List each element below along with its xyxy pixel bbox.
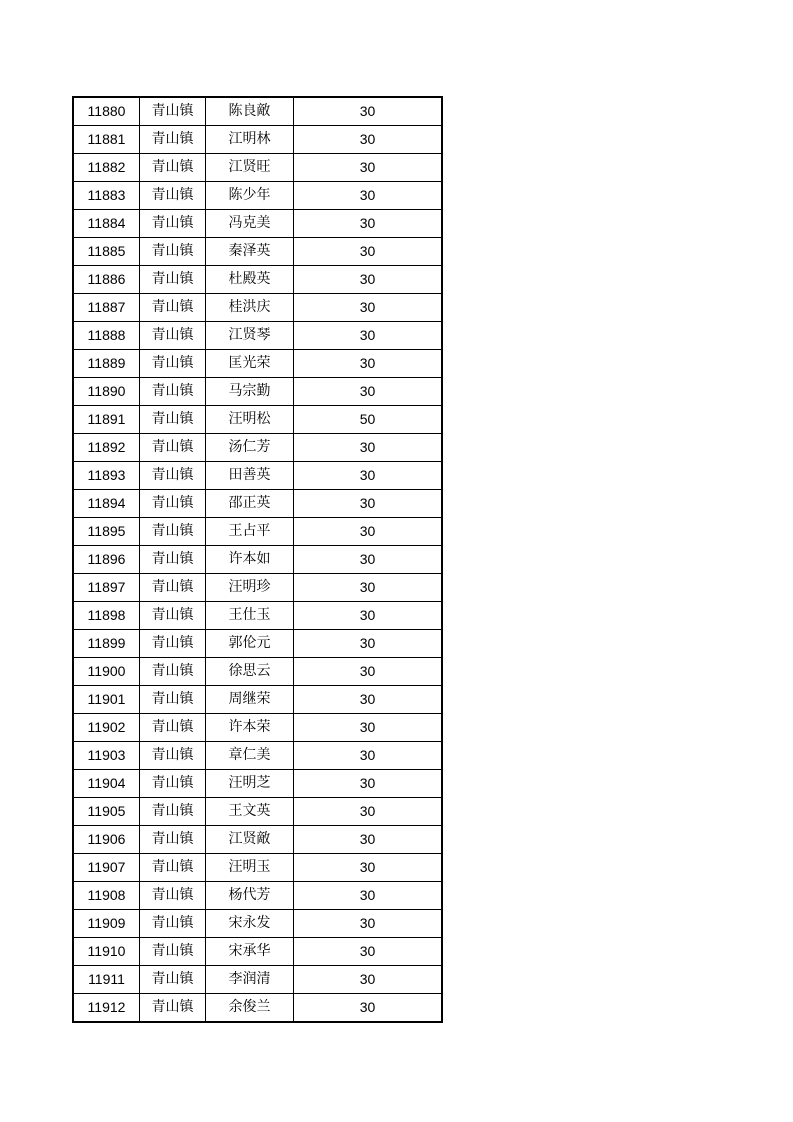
table-row (73, 602, 442, 630)
record-id-cell: 11889 (73, 350, 140, 378)
person-name-cell: 汪明玉 (206, 854, 294, 882)
table-row (73, 546, 442, 574)
table-row (73, 322, 442, 350)
amount-cell: 30 (294, 826, 443, 854)
table-row (73, 350, 442, 378)
record-id-cell: 11898 (73, 602, 140, 630)
town-cell: 青山镇 (140, 322, 206, 350)
person-name-cell: 徐思云 (206, 658, 294, 686)
table-row (73, 742, 442, 770)
record-id-cell: 11902 (73, 714, 140, 742)
amount-cell: 30 (294, 658, 443, 686)
town-cell: 青山镇 (140, 574, 206, 602)
table-row (73, 97, 442, 126)
record-id-cell: 11903 (73, 742, 140, 770)
town-cell: 青山镇 (140, 798, 206, 826)
person-name-cell: 宋承华 (206, 938, 294, 966)
amount-cell: 30 (294, 238, 443, 266)
record-id-cell: 11892 (73, 434, 140, 462)
amount-cell: 30 (294, 742, 443, 770)
record-id-cell: 11905 (73, 798, 140, 826)
person-name-cell: 马宗勤 (206, 378, 294, 406)
table-row (73, 518, 442, 546)
record-id-cell: 11886 (73, 266, 140, 294)
person-name-cell: 秦泽英 (206, 238, 294, 266)
person-name-cell: 汪明珍 (206, 574, 294, 602)
person-name-cell: 汪明芝 (206, 770, 294, 798)
amount-cell: 30 (294, 182, 443, 210)
amount-cell: 30 (294, 602, 443, 630)
table-row (73, 294, 442, 322)
record-id-cell: 11887 (73, 294, 140, 322)
amount-cell: 30 (294, 154, 443, 182)
person-name-cell: 匡光荣 (206, 350, 294, 378)
town-cell: 青山镇 (140, 658, 206, 686)
amount-cell: 30 (294, 546, 443, 574)
table-row (73, 630, 442, 658)
town-cell: 青山镇 (140, 938, 206, 966)
table-row (73, 574, 442, 602)
person-name-cell: 王仕玉 (206, 602, 294, 630)
person-name-cell: 江明林 (206, 126, 294, 154)
record-id-cell: 11884 (73, 210, 140, 238)
amount-cell: 30 (294, 574, 443, 602)
table-row (73, 462, 442, 490)
person-name-cell: 王文英 (206, 798, 294, 826)
amount-cell: 30 (294, 434, 443, 462)
person-name-cell: 汤仁芳 (206, 434, 294, 462)
record-id-cell: 11899 (73, 630, 140, 658)
amount-cell: 30 (294, 994, 443, 1023)
person-name-cell: 余俊兰 (206, 994, 294, 1023)
town-cell: 青山镇 (140, 882, 206, 910)
table-row (73, 826, 442, 854)
town-cell: 青山镇 (140, 854, 206, 882)
table-row (73, 686, 442, 714)
record-id-cell: 11882 (73, 154, 140, 182)
record-id-cell: 11890 (73, 378, 140, 406)
person-name-cell: 邵正英 (206, 490, 294, 518)
table-row (73, 854, 442, 882)
table-row (73, 994, 442, 1023)
amount-cell: 30 (294, 350, 443, 378)
table-row (73, 238, 442, 266)
person-name-cell: 陈少年 (206, 182, 294, 210)
town-cell: 青山镇 (140, 630, 206, 658)
table-row (73, 266, 442, 294)
amount-cell: 30 (294, 770, 443, 798)
person-name-cell: 冯克美 (206, 210, 294, 238)
town-cell: 青山镇 (140, 154, 206, 182)
table-row (73, 658, 442, 686)
record-id-cell: 11893 (73, 462, 140, 490)
table-row (73, 434, 442, 462)
amount-cell: 30 (294, 490, 443, 518)
record-id-cell: 11910 (73, 938, 140, 966)
table-body (73, 97, 442, 1022)
town-cell: 青山镇 (140, 742, 206, 770)
person-name-cell: 李润清 (206, 966, 294, 994)
record-id-cell: 11885 (73, 238, 140, 266)
table-row (73, 882, 442, 910)
person-name-cell: 章仁美 (206, 742, 294, 770)
person-name-cell: 王占平 (206, 518, 294, 546)
record-id-cell: 11895 (73, 518, 140, 546)
table-row (73, 798, 442, 826)
person-name-cell: 江贤敵 (206, 826, 294, 854)
person-name-cell: 陈良敵 (206, 97, 294, 126)
table-row (73, 490, 442, 518)
town-cell: 青山镇 (140, 546, 206, 574)
amount-cell: 30 (294, 462, 443, 490)
person-name-cell: 杜殿英 (206, 266, 294, 294)
person-name-cell: 江贤琴 (206, 322, 294, 350)
table-row (73, 210, 442, 238)
town-cell: 青山镇 (140, 770, 206, 798)
amount-cell: 30 (294, 322, 443, 350)
amount-cell: 30 (294, 294, 443, 322)
town-cell: 青山镇 (140, 182, 206, 210)
table-row (73, 126, 442, 154)
town-cell: 青山镇 (140, 266, 206, 294)
amount-cell: 30 (294, 518, 443, 546)
record-id-cell: 11909 (73, 910, 140, 938)
record-id-cell: 11880 (73, 97, 140, 126)
record-id-cell: 11891 (73, 406, 140, 434)
town-cell: 青山镇 (140, 490, 206, 518)
table-row (73, 378, 442, 406)
amount-cell: 30 (294, 966, 443, 994)
table-row (73, 154, 442, 182)
person-name-cell: 田善英 (206, 462, 294, 490)
amount-cell: 30 (294, 938, 443, 966)
town-cell: 青山镇 (140, 238, 206, 266)
town-cell: 青山镇 (140, 686, 206, 714)
amount-cell: 30 (294, 910, 443, 938)
town-cell: 青山镇 (140, 434, 206, 462)
person-name-cell: 周继荣 (206, 686, 294, 714)
record-id-cell: 11912 (73, 994, 140, 1023)
amount-cell: 30 (294, 266, 443, 294)
town-cell: 青山镇 (140, 462, 206, 490)
data-table (72, 96, 443, 1023)
town-cell: 青山镇 (140, 210, 206, 238)
town-cell: 青山镇 (140, 602, 206, 630)
table-row (73, 770, 442, 798)
record-id-cell: 11881 (73, 126, 140, 154)
town-cell: 青山镇 (140, 350, 206, 378)
table-row (73, 966, 442, 994)
table-row (73, 910, 442, 938)
record-id-cell: 11883 (73, 182, 140, 210)
record-id-cell: 11904 (73, 770, 140, 798)
record-id-cell: 11900 (73, 658, 140, 686)
town-cell: 青山镇 (140, 97, 206, 126)
town-cell: 青山镇 (140, 994, 206, 1023)
person-name-cell: 许本如 (206, 546, 294, 574)
amount-cell: 30 (294, 714, 443, 742)
record-id-cell: 11888 (73, 322, 140, 350)
town-cell: 青山镇 (140, 294, 206, 322)
amount-cell: 30 (294, 854, 443, 882)
town-cell: 青山镇 (140, 910, 206, 938)
town-cell: 青山镇 (140, 966, 206, 994)
table-row (73, 714, 442, 742)
amount-cell: 30 (294, 210, 443, 238)
record-id-cell: 11906 (73, 826, 140, 854)
amount-cell: 30 (294, 630, 443, 658)
record-id-cell: 11908 (73, 882, 140, 910)
amount-cell: 30 (294, 378, 443, 406)
record-id-cell: 11894 (73, 490, 140, 518)
town-cell: 青山镇 (140, 518, 206, 546)
person-name-cell: 郭伦元 (206, 630, 294, 658)
person-name-cell: 杨代芳 (206, 882, 294, 910)
record-id-cell: 11911 (73, 966, 140, 994)
person-name-cell: 许本荣 (206, 714, 294, 742)
town-cell: 青山镇 (140, 714, 206, 742)
town-cell: 青山镇 (140, 126, 206, 154)
amount-cell: 30 (294, 686, 443, 714)
table-row (73, 406, 442, 434)
record-id-cell: 11901 (73, 686, 140, 714)
table-row (73, 182, 442, 210)
person-name-cell: 江贤旺 (206, 154, 294, 182)
amount-cell: 50 (294, 406, 443, 434)
record-id-cell: 11896 (73, 546, 140, 574)
record-id-cell: 11907 (73, 854, 140, 882)
town-cell: 青山镇 (140, 826, 206, 854)
amount-cell: 30 (294, 798, 443, 826)
town-cell: 青山镇 (140, 378, 206, 406)
town-cell: 青山镇 (140, 406, 206, 434)
person-name-cell: 宋永发 (206, 910, 294, 938)
person-name-cell: 桂洪庆 (206, 294, 294, 322)
amount-cell: 30 (294, 97, 443, 126)
table-row (73, 938, 442, 966)
amount-cell: 30 (294, 126, 443, 154)
amount-cell: 30 (294, 882, 443, 910)
person-name-cell: 汪明松 (206, 406, 294, 434)
record-id-cell: 11897 (73, 574, 140, 602)
